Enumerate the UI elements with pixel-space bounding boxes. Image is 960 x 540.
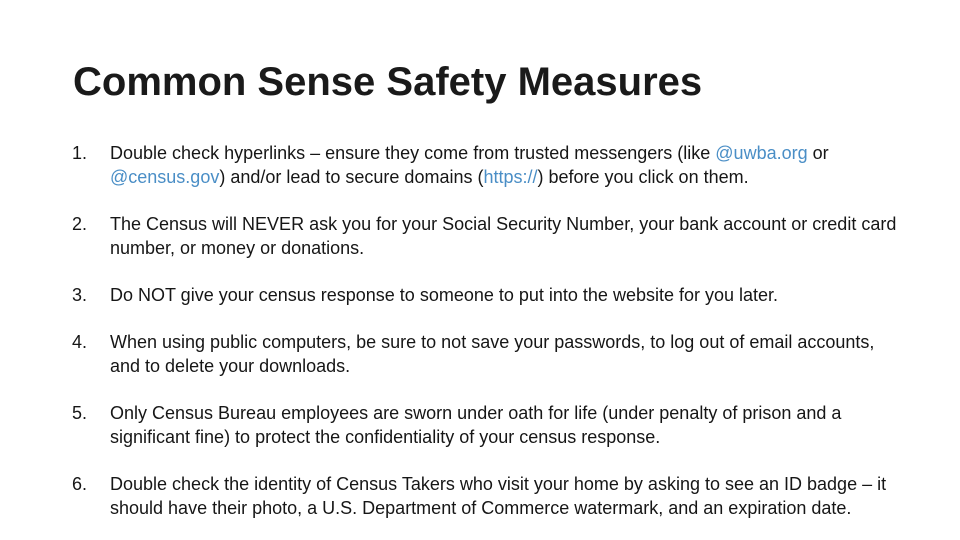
item-text [110, 143, 829, 187]
item-number: 1. [72, 143, 88, 163]
item-text: Do NOT give your census response to someone to put into the website for you later. [110, 285, 779, 305]
item-text-segment: ) and/or lead to secure domains ( [219, 167, 484, 187]
item-text: Double check the identity of Census Takers who visit your home by asking to see an ID badge – it should have their photo, a U.S. Department of Commerce watermark, and an expiration date. [110, 474, 887, 518]
safety-measures-list [72, 141, 902, 520]
item-text-segment: Double check hyperlinks – ensure they come from trusted messengers (like [110, 143, 716, 163]
uwba-link[interactable]: @uwba.org [715, 143, 808, 163]
item-text: Only Census Bureau employees are sworn under oath for life (under penalty of prison and a significant fine) to protect the confidentiality of your census response. [110, 403, 842, 447]
list-item [72, 472, 902, 520]
item-text: The Census will NEVER ask you for your Social Security Number, your bank account or credit card number, or money or donations. [110, 214, 897, 258]
https-link[interactable]: https:// [483, 167, 538, 187]
list-item [72, 283, 902, 307]
list-item [72, 212, 902, 260]
item-number: 6. [72, 474, 88, 494]
slide-title: Common Sense Safety Measures [73, 60, 703, 104]
list-item [72, 141, 902, 189]
item-number: 2. [72, 214, 88, 234]
item-text-segment: ) before you click on them. [537, 167, 749, 187]
item-text-segment: or [807, 143, 829, 163]
item-number: 4. [72, 332, 88, 352]
item-number: 3. [72, 285, 88, 305]
list-item [72, 330, 902, 378]
list-item [72, 401, 902, 449]
item-number: 5. [72, 403, 88, 423]
census-gov-link[interactable]: @census.gov [110, 167, 220, 187]
item-text: When using public computers, be sure to not save your passwords, to log out of email accounts, and to delete your downloads. [110, 332, 875, 376]
